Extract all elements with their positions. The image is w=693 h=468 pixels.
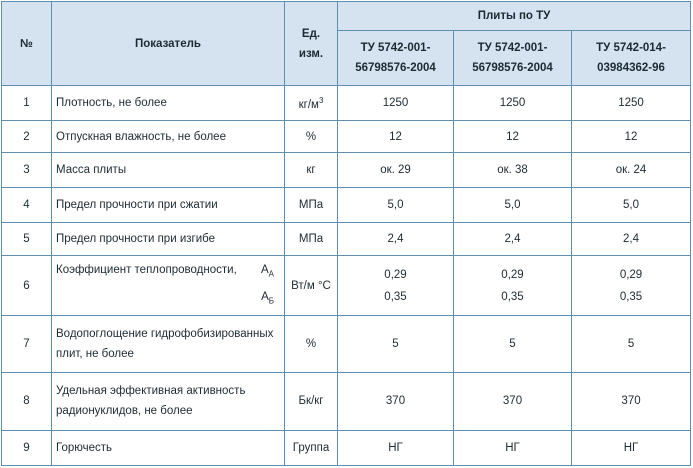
row-name: Горючесть xyxy=(52,430,285,465)
header-tu-3-line2: 03984362-96 xyxy=(597,62,665,75)
value-a: 0,29 xyxy=(501,268,524,281)
row-name-line1: Водопоглощение гидрофобизированных xyxy=(56,327,274,340)
row-value: 1250 xyxy=(338,86,454,121)
header-unit-line1: Ед. xyxy=(301,27,321,40)
row-num: 8 xyxy=(2,372,52,430)
value-b: 0,35 xyxy=(384,290,407,303)
row-value: 2,4 xyxy=(338,223,454,256)
row-name xyxy=(52,315,285,372)
row-value: 5 xyxy=(572,315,691,372)
row-value-pair xyxy=(572,256,691,315)
row-value: 5,0 xyxy=(454,188,572,223)
header-tu-2 xyxy=(454,31,572,86)
row-value-pair xyxy=(454,256,572,315)
row-name: Отпускная влажность, не более xyxy=(52,121,285,153)
header-tu-2-line2: 56798576-2004 xyxy=(472,62,553,75)
row-value: 2,4 xyxy=(454,223,572,256)
header-tu-2-line1: ТУ 5742-001- xyxy=(477,42,548,55)
row-unit-sup: 3 xyxy=(318,95,324,105)
row-value: ок. 38 xyxy=(454,153,572,188)
value-pair xyxy=(342,264,449,308)
row-unit: % xyxy=(285,315,338,372)
row-name-line2: радионуклидов, не более xyxy=(56,405,193,418)
row-value: 5 xyxy=(454,315,572,372)
row-name: Предел прочности при сжатии xyxy=(52,188,285,223)
row-value: 1250 xyxy=(572,86,691,121)
header-tu-3-line1: ТУ 5742-014- xyxy=(596,42,666,55)
row-num: 3 xyxy=(2,153,52,188)
row-value: 5,0 xyxy=(572,188,691,223)
row-num: 6 xyxy=(2,256,52,315)
value-a: 0,29 xyxy=(619,268,643,281)
row-value: ок. 24 xyxy=(572,153,691,188)
row-unit: МПа xyxy=(285,188,338,223)
row-value: ок. 29 xyxy=(338,153,454,188)
row-name: Масса плиты xyxy=(52,153,285,188)
table-row xyxy=(2,430,691,465)
row-name-line2: плит, не более xyxy=(56,347,134,360)
row-name xyxy=(52,372,285,430)
conductivity-label-row1 xyxy=(56,259,280,285)
header-tu-1-line2: 56798576-2004 xyxy=(355,62,436,75)
row-unit: Бк/кг xyxy=(285,372,338,430)
row-num: 5 xyxy=(2,223,52,256)
row-value: 370 xyxy=(572,372,691,430)
row-value: 5 xyxy=(338,315,454,372)
value-pair xyxy=(458,264,567,308)
table-row xyxy=(2,372,691,430)
conductivity-name: Коэффициент теплопроводности, xyxy=(56,264,237,277)
row-name xyxy=(52,256,285,315)
condition-b-sub: Б xyxy=(268,295,274,305)
table-row xyxy=(2,256,691,315)
condition-b-letter: А xyxy=(261,290,269,303)
row-name-line1: Удельная эффективная активность xyxy=(56,385,246,398)
header-tu-1 xyxy=(338,31,454,86)
header-indicator: Показатель xyxy=(52,2,285,86)
table-row xyxy=(2,223,691,256)
row-value: НГ xyxy=(454,430,572,465)
properties-table xyxy=(1,1,691,466)
row-value: 12 xyxy=(338,121,454,153)
table-row xyxy=(2,86,691,121)
table-row xyxy=(2,153,691,188)
table-row xyxy=(2,188,691,223)
header-tu-1-line1: ТУ 5742-001- xyxy=(360,42,431,55)
condition-a-sub: А xyxy=(268,269,274,279)
header-num: № xyxy=(2,2,52,86)
header-group: Плиты по ТУ xyxy=(338,2,691,31)
row-unit: % xyxy=(285,121,338,153)
condition-a-letter: А xyxy=(260,264,269,277)
row-unit: кг xyxy=(285,153,338,188)
row-value: 12 xyxy=(454,121,572,153)
value-b: 0,35 xyxy=(619,290,643,303)
row-value: 2,4 xyxy=(572,223,691,256)
row-value-pair xyxy=(338,256,454,315)
row-num: 4 xyxy=(2,188,52,223)
row-num: 2 xyxy=(2,121,52,153)
row-unit: МПа xyxy=(285,223,338,256)
row-unit: Вт/м °С xyxy=(285,256,338,315)
row-value: 370 xyxy=(454,372,572,430)
row-value: НГ xyxy=(338,430,454,465)
header-unit-line2: изм. xyxy=(298,47,324,60)
conductivity-label xyxy=(56,259,280,312)
row-num: 7 xyxy=(2,315,52,372)
table-row xyxy=(2,121,691,153)
row-unit-text: кг/м xyxy=(298,98,319,111)
row-num: 1 xyxy=(2,86,52,121)
value-b: 0,35 xyxy=(501,290,524,303)
row-value: НГ xyxy=(572,430,691,465)
row-unit xyxy=(285,86,338,121)
row-value: 370 xyxy=(338,372,454,430)
condition-a xyxy=(261,259,274,285)
value-a: 0,29 xyxy=(384,268,407,281)
row-name: Плотность, не более xyxy=(52,86,285,121)
row-num: 9 xyxy=(2,430,52,465)
condition-b xyxy=(56,286,280,312)
value-pair xyxy=(576,264,686,308)
row-value: 12 xyxy=(572,121,691,153)
header-tu-3 xyxy=(572,31,691,86)
row-value: 5,0 xyxy=(338,188,454,223)
table-row xyxy=(2,315,691,372)
row-value: 1250 xyxy=(454,86,572,121)
row-name: Предел прочности при изгибе xyxy=(52,223,285,256)
row-unit: Группа xyxy=(285,430,338,465)
header-unit xyxy=(285,2,338,86)
